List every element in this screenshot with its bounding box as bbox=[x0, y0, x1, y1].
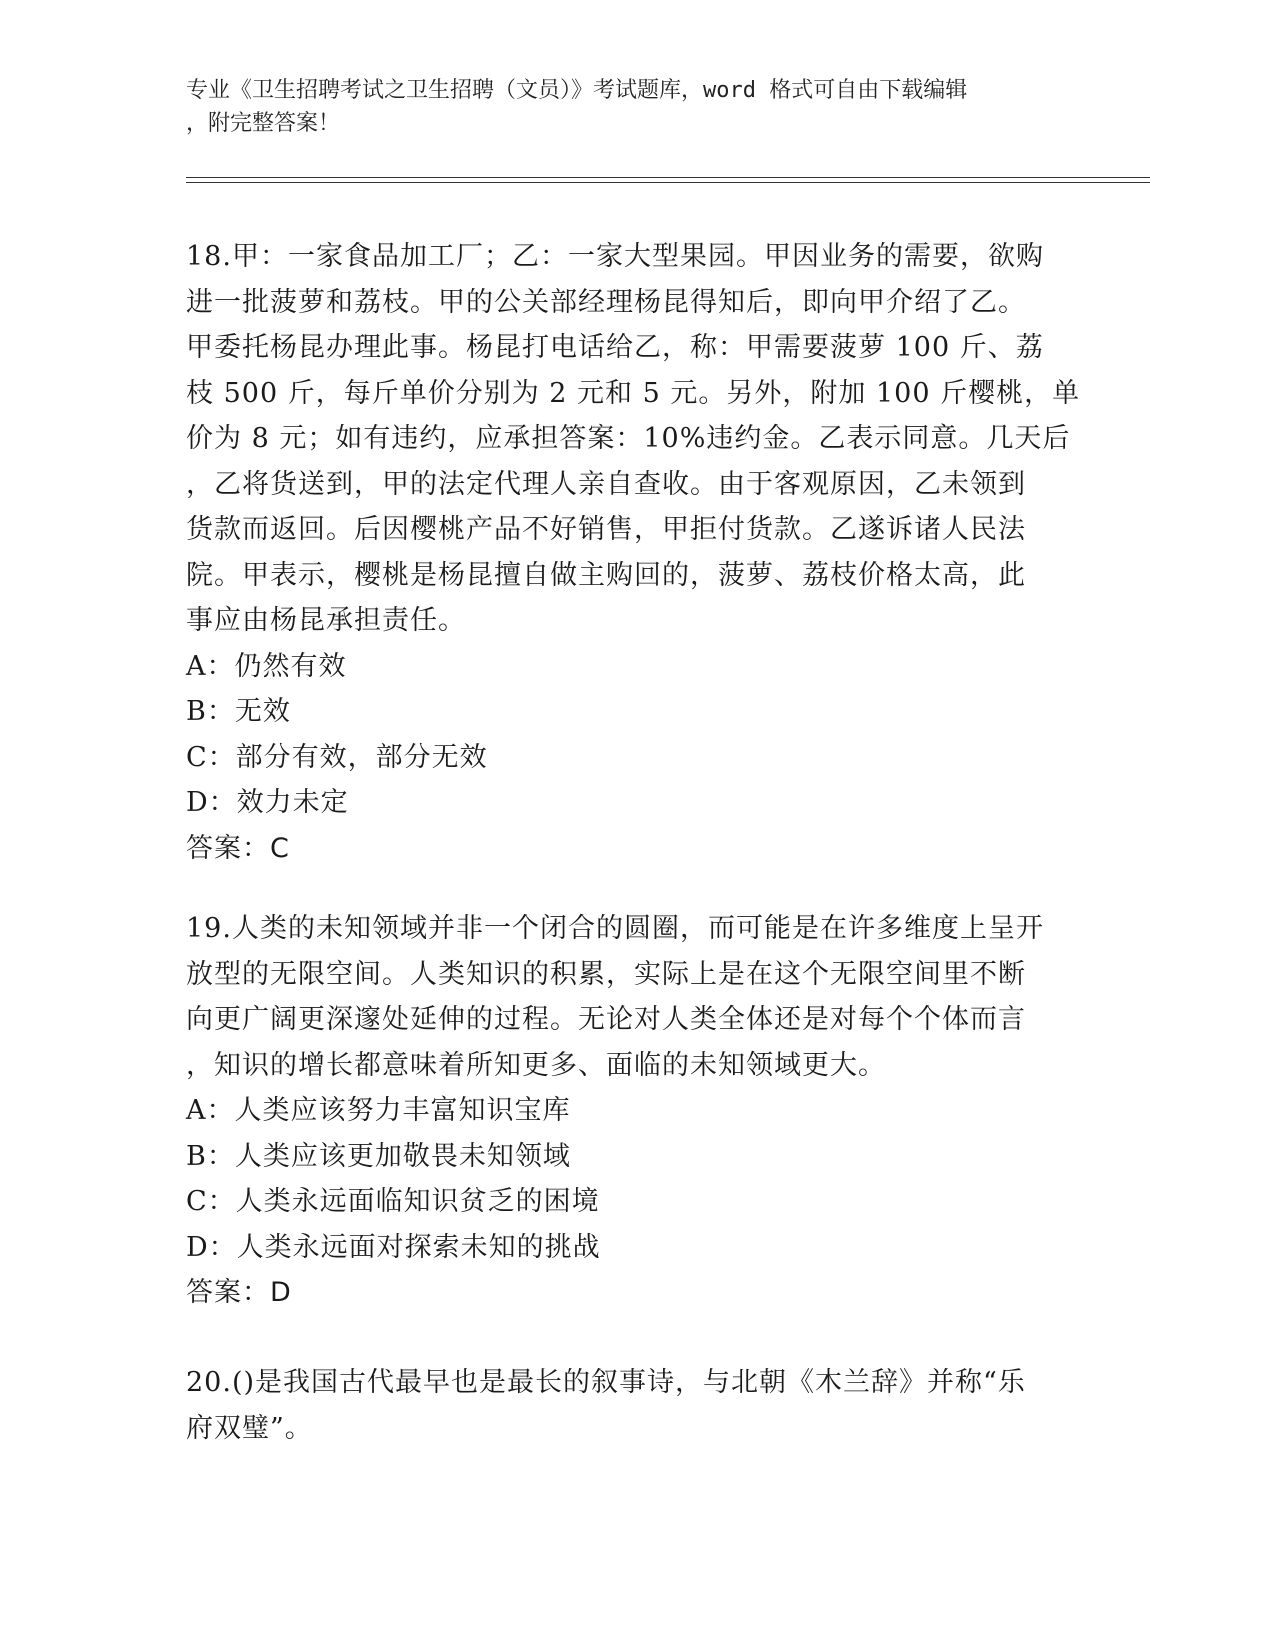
question-line: 枝 500 斤，每斤单价分别为 2 元和 5 元。另外，附加 100 斤樱桃，单 bbox=[186, 377, 1081, 409]
question-line: 20.()是我国古代最早也是最长的叙事诗，与北朝《木兰辞》并称“乐 bbox=[186, 1367, 1026, 1398]
question-line: ，知识的增长都意味着所知更多、面临的未知领域更大。 bbox=[186, 1049, 886, 1081]
question-line: 院。甲表示，樱桃是杨昆擅自做主购回的，菠萝、荔枝价格太高，此 bbox=[186, 559, 1026, 591]
option-d: D：效力未定 bbox=[186, 787, 349, 818]
document-header bbox=[186, 74, 1066, 140]
question-line: 进一批菠萝和荔枝。甲的公关部经理杨昆得知后，即向甲介绍了乙。 bbox=[186, 286, 1026, 318]
header-divider-bottom bbox=[186, 182, 1150, 183]
header-line-2: ，附完整答案！ bbox=[186, 111, 341, 136]
option-b: B：人类应该更加敬畏未知领域 bbox=[186, 1140, 571, 1172]
question-line: 货款而返回。后因樱桃产品不好销售，甲拒付货款。乙遂诉诸人民法 bbox=[186, 514, 1026, 545]
option-c: C：人类永远面临知识贫乏的困境 bbox=[186, 1186, 600, 1217]
question-19 bbox=[186, 906, 1086, 1316]
question-line: 甲委托杨昆办理此事。杨昆打电话给乙，称：甲需要菠萝 100 斤、荔 bbox=[186, 332, 1044, 363]
option-d: D：人类永远面对探索未知的挑战 bbox=[186, 1231, 601, 1263]
question-line: 放型的无限空间。人类知识的积累，实际上是在这个无限空间里不断 bbox=[186, 958, 1026, 990]
question-18 bbox=[186, 234, 1086, 871]
option-a: A：人类应该努力丰富知识宝库 bbox=[186, 1095, 571, 1126]
header-divider-top bbox=[186, 177, 1150, 178]
question-line: 价为 8 元；如有违约，应承担答案：10%违约金。乙表示同意。几天后 bbox=[186, 423, 1071, 454]
question-line: 18.甲：一家食品加工厂；乙：一家大型果园。甲因业务的需要，欲购 bbox=[186, 241, 1044, 272]
option-b: B：无效 bbox=[186, 696, 291, 727]
option-a: A：仍然有效 bbox=[186, 650, 347, 682]
question-line: 事应由杨昆承担责任。 bbox=[186, 605, 466, 636]
answer-label: 答案：D bbox=[186, 1277, 292, 1308]
question-line: 19.人类的未知领域并非一个闭合的圆圈，而可能是在许多维度上呈开 bbox=[186, 913, 1044, 944]
question-20 bbox=[186, 1360, 1086, 1451]
question-line: 府双璧”。 bbox=[186, 1412, 313, 1444]
option-c: C：部分有效，部分无效 bbox=[186, 741, 488, 773]
question-line: ，乙将货送到，甲的法定代理人亲自查收。由于客观原因，乙未领到 bbox=[186, 468, 1026, 500]
answer-label: 答案：C bbox=[186, 832, 290, 864]
header-line-1: 专业《卫生招聘考试之卫生招聘（文员）》考试题库，word 格式可自由下载编辑 bbox=[186, 78, 968, 103]
question-line: 向更广阔更深邃处延伸的过程。无论对人类全体还是对每个个体而言 bbox=[186, 1004, 1026, 1035]
